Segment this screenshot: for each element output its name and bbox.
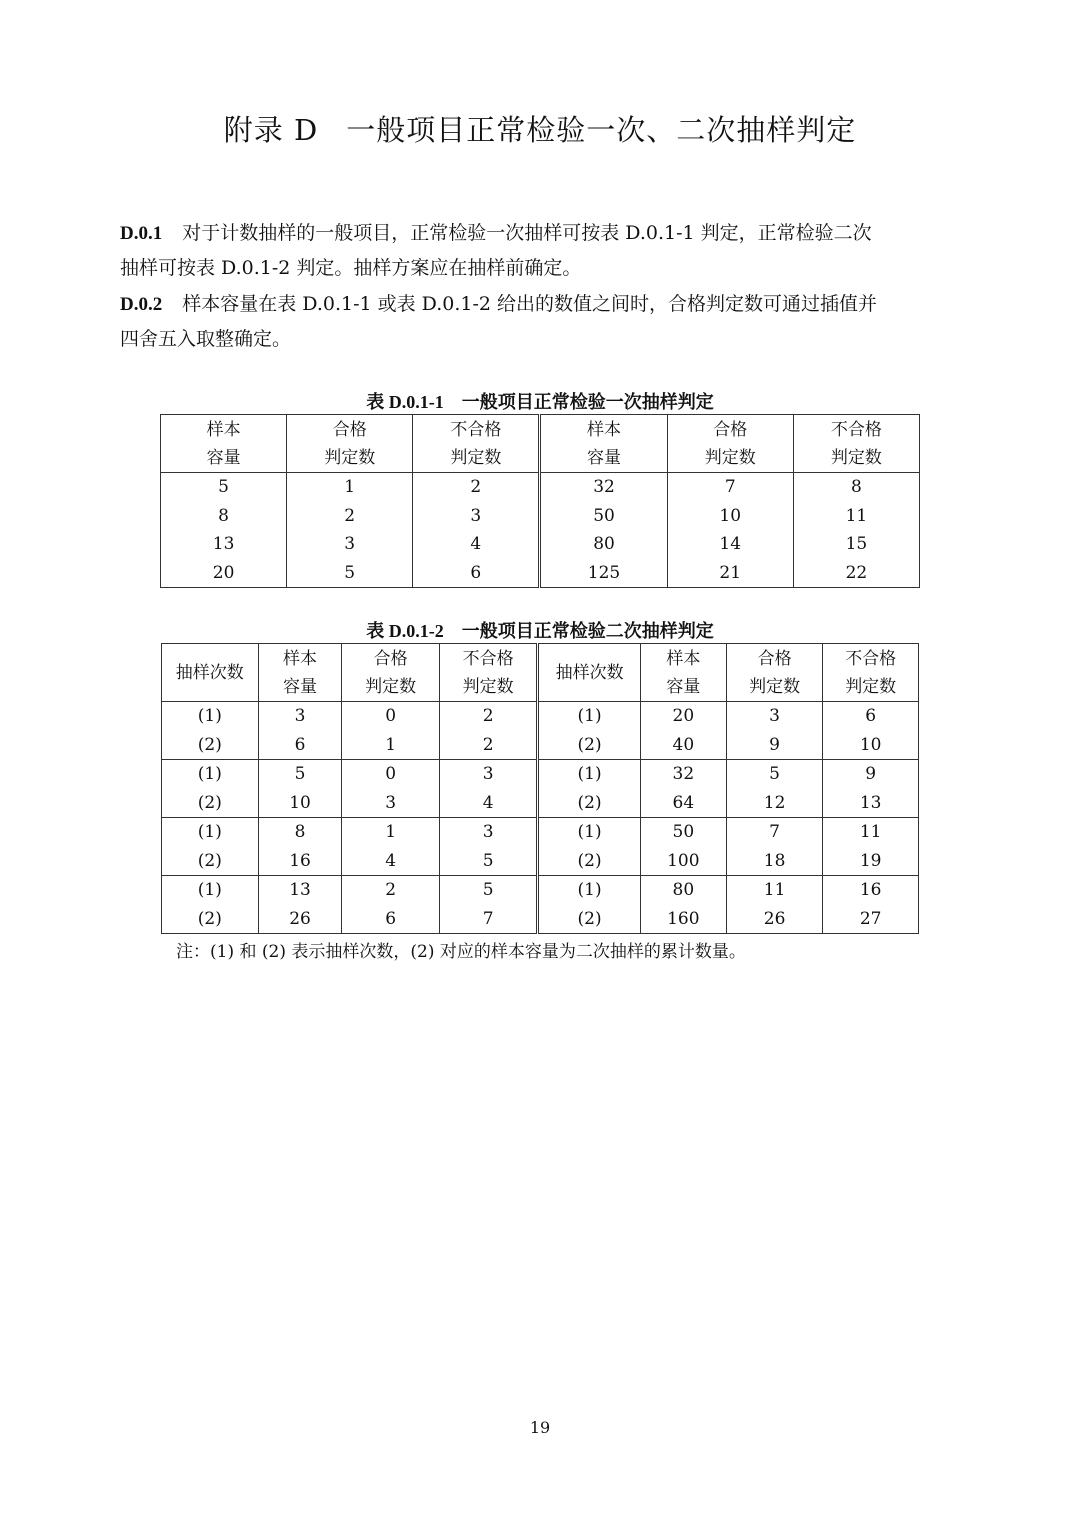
clause-text: 对于计数抽样的一般项目，正常检验一次抽样可按表 D.0.1-1 判定，正常检验二次	[182, 222, 872, 244]
cell-value: 13	[212, 534, 235, 554]
header-text: 样本	[283, 648, 318, 669]
header-text: 不合格	[830, 419, 882, 440]
cell-value: 3	[385, 792, 397, 813]
table-row	[162, 702, 919, 760]
cell-value: (1)	[197, 880, 222, 900]
table-cell	[439, 760, 537, 818]
header-text: 不合格	[450, 419, 502, 440]
cell-value: 20	[212, 562, 235, 583]
table-cell	[538, 760, 641, 818]
header-cell	[342, 644, 439, 702]
cell-value: 19	[859, 850, 882, 871]
header-cell	[640, 644, 726, 702]
table-cell	[161, 473, 287, 588]
header-text: 判定数	[462, 676, 514, 697]
cell-value: 10	[289, 792, 311, 813]
header-cell	[439, 644, 537, 702]
table-cell	[726, 818, 823, 876]
table-cell	[162, 702, 259, 760]
cell-value: 13	[859, 792, 882, 813]
header-cell	[726, 644, 823, 702]
cell-value: 0	[385, 706, 397, 726]
cell-value: 10	[859, 734, 882, 755]
header-text: 合格	[332, 419, 367, 440]
header-text: 判定数	[324, 447, 376, 468]
table-row	[162, 818, 919, 876]
table-cell	[726, 876, 823, 934]
cell-value: 9	[769, 734, 780, 755]
table1-number: 表 D.0.1-1	[366, 392, 444, 412]
header-cell	[540, 415, 667, 473]
table-cell	[439, 702, 537, 760]
cell-value: 3	[470, 505, 482, 526]
table-cell	[439, 818, 537, 876]
cell-value: 5	[218, 477, 229, 497]
cell-value: (1)	[577, 822, 602, 842]
cell-value: 14	[719, 534, 742, 554]
cell-value: 12	[763, 792, 786, 813]
cell-value: 0	[385, 764, 397, 784]
header-cell	[161, 415, 287, 473]
cell-value: 50	[672, 822, 695, 842]
table-cell	[540, 473, 667, 588]
cell-value: 4	[470, 534, 482, 554]
header-cell: 抽样次数	[162, 644, 259, 702]
cell-value: (2)	[197, 734, 222, 755]
header-text: 不合格	[845, 648, 897, 669]
table-cell	[823, 876, 919, 934]
cell-value: 2	[385, 880, 397, 900]
header-text: 容量	[206, 447, 241, 468]
appendix-title: 一般项目正常检验一次、二次抽样判定	[346, 113, 857, 147]
paragraph-d02	[120, 287, 970, 357]
cell-value: 125	[587, 562, 621, 583]
cell-value: (1)	[197, 822, 222, 842]
cell-value: 2	[482, 706, 494, 726]
header-cell	[413, 415, 540, 473]
cell-value: 16	[859, 880, 882, 900]
cell-value: 4	[482, 792, 494, 813]
table-cell	[258, 702, 342, 760]
cell-value: (1)	[577, 880, 602, 900]
clause-number: D.0.2	[120, 294, 163, 315]
cell-value: 80	[593, 534, 615, 554]
cell-value: 7	[769, 822, 780, 842]
cell-value: (2)	[197, 850, 222, 871]
cell-value: 26	[289, 908, 311, 929]
clause-text: 四舍五入取整确定。	[120, 328, 292, 350]
table-cell	[162, 876, 259, 934]
table-note: 注：(1) 和 (2) 表示抽样次数，(2) 对应的样本容量为二次抽样的累计数量。	[176, 942, 746, 962]
header-text: 判定数	[845, 676, 897, 697]
cell-value: 5	[482, 880, 494, 900]
table1-caption	[0, 388, 1080, 414]
cell-value: 3	[482, 764, 494, 784]
cell-value: 9	[865, 764, 877, 784]
cell-value: (1)	[197, 706, 222, 726]
cell-value: 21	[719, 562, 742, 583]
cell-value: (2)	[577, 792, 602, 813]
cell-value: 7	[724, 477, 736, 497]
header-text: 容量	[587, 447, 622, 468]
cell-value: 4	[385, 850, 397, 871]
cell-value: 22	[845, 562, 868, 583]
header-text: 样本	[587, 419, 622, 440]
cell-value: 27	[859, 908, 882, 929]
clause-text: 样本容量在表 D.0.1-1 或表 D.0.1-2 给出的数值之间时，合格判定数可通过插值并	[182, 293, 878, 315]
header-cell	[287, 415, 413, 473]
cell-value: 11	[763, 880, 786, 900]
cell-value: 11	[859, 822, 882, 842]
cell-value: 5	[769, 764, 780, 784]
table-cell	[640, 876, 726, 934]
header-text: 合格	[757, 648, 792, 669]
cell-value: 50	[593, 505, 615, 526]
cell-value: 3	[482, 822, 494, 842]
page-number: 19	[529, 1418, 551, 1437]
cell-value: 40	[672, 734, 695, 755]
cell-value: (1)	[577, 764, 602, 784]
cell-value: 7	[482, 908, 494, 929]
table-cell	[793, 473, 919, 588]
header-cell	[823, 644, 919, 702]
cell-value: 80	[672, 880, 695, 900]
header-cell: 抽样次数	[538, 644, 641, 702]
table-double-sampling	[161, 643, 919, 934]
table-row	[162, 760, 919, 818]
cell-value: 1	[385, 822, 397, 842]
cell-value: 10	[719, 505, 742, 526]
table2-number: 表 D.0.1-2	[366, 621, 444, 641]
cell-value: 6	[865, 706, 877, 726]
table-cell	[287, 473, 413, 588]
cell-value: 6	[294, 734, 306, 755]
header-text: 判定数	[704, 447, 756, 468]
table-cell	[667, 473, 793, 588]
header-text: 容量	[666, 676, 701, 697]
cell-value: 3	[294, 706, 306, 726]
cell-value: (1)	[577, 706, 602, 726]
cell-value: (2)	[577, 850, 602, 871]
cell-value: 26	[763, 908, 786, 929]
table-cell	[640, 760, 726, 818]
cell-value: 6	[385, 908, 397, 929]
cell-value: (2)	[577, 908, 602, 929]
cell-value: 3	[769, 706, 780, 726]
cell-value: 16	[289, 850, 311, 871]
table-cell	[162, 818, 259, 876]
cell-value: 2	[344, 505, 356, 526]
cell-value: 6	[470, 562, 482, 583]
header-text: 不合格	[462, 648, 514, 669]
header-text: 判定数	[830, 447, 882, 468]
table-cell	[258, 760, 342, 818]
table-cell	[342, 702, 439, 760]
table-cell	[258, 876, 342, 934]
cell-value: 1	[344, 477, 356, 497]
table-cell	[726, 702, 823, 760]
clause-number: D.0.1	[120, 223, 163, 244]
cell-value: 13	[289, 880, 311, 900]
cell-value: (1)	[197, 764, 222, 784]
header-text: 样本	[666, 648, 701, 669]
cell-value: (2)	[577, 734, 602, 755]
header-text: 容量	[283, 676, 318, 697]
cell-value: 8	[850, 477, 862, 497]
table-cell	[823, 818, 919, 876]
header-cell	[258, 644, 342, 702]
cell-value: 2	[482, 734, 494, 755]
cell-value: 100	[667, 850, 700, 871]
cell-value: 32	[672, 764, 695, 784]
appendix-code: 附录 D	[223, 113, 319, 147]
table-cell	[342, 818, 439, 876]
table-single-sampling	[160, 414, 920, 588]
table-row	[162, 876, 919, 934]
table-cell	[538, 702, 641, 760]
cell-value: (2)	[197, 908, 222, 929]
header-text: 判定数	[365, 676, 417, 697]
table2-title: 一般项目正常检验二次抽样判定	[461, 621, 714, 642]
table2-caption	[0, 617, 1080, 643]
cell-value: (2)	[197, 792, 222, 813]
table-cell	[258, 818, 342, 876]
cell-value: 160	[667, 908, 700, 929]
cell-value: 3	[344, 534, 356, 554]
header-cell	[667, 415, 793, 473]
cell-value: 18	[763, 850, 786, 871]
table-cell	[640, 818, 726, 876]
cell-value: 5	[344, 562, 356, 583]
header-text: 判定数	[749, 676, 801, 697]
cell-value: 2	[470, 477, 482, 497]
table-cell	[726, 760, 823, 818]
cell-value: 8	[294, 822, 306, 842]
table1-title: 一般项目正常检验一次抽样判定	[461, 392, 714, 413]
table-cell	[413, 473, 540, 588]
paragraph-d01	[120, 216, 970, 286]
cell-value: 32	[593, 477, 615, 497]
table-cell	[342, 876, 439, 934]
cell-value: 5	[294, 764, 306, 784]
cell-value: 5	[482, 850, 494, 871]
table-cell	[538, 876, 641, 934]
header-text: 判定数	[450, 447, 502, 468]
cell-value: 8	[218, 505, 229, 526]
header-text: 样本	[206, 419, 241, 440]
cell-value: 11	[845, 505, 868, 526]
header-text: 合格	[713, 419, 748, 440]
table-cell	[162, 760, 259, 818]
cell-value: 64	[672, 792, 695, 813]
table-cell	[342, 760, 439, 818]
cell-value: 15	[845, 534, 868, 554]
header-text: 合格	[373, 648, 408, 669]
page-title	[0, 108, 1080, 149]
table-cell	[640, 702, 726, 760]
table-cell	[439, 876, 537, 934]
cell-value: 20	[672, 706, 695, 726]
table-cell	[538, 818, 641, 876]
clause-text: 抽样可按表 D.0.1-2 判定。抽样方案应在抽样前确定。	[120, 257, 582, 279]
table-cell	[823, 702, 919, 760]
cell-value: 1	[385, 734, 397, 755]
header-cell	[793, 415, 919, 473]
table-cell	[823, 760, 919, 818]
